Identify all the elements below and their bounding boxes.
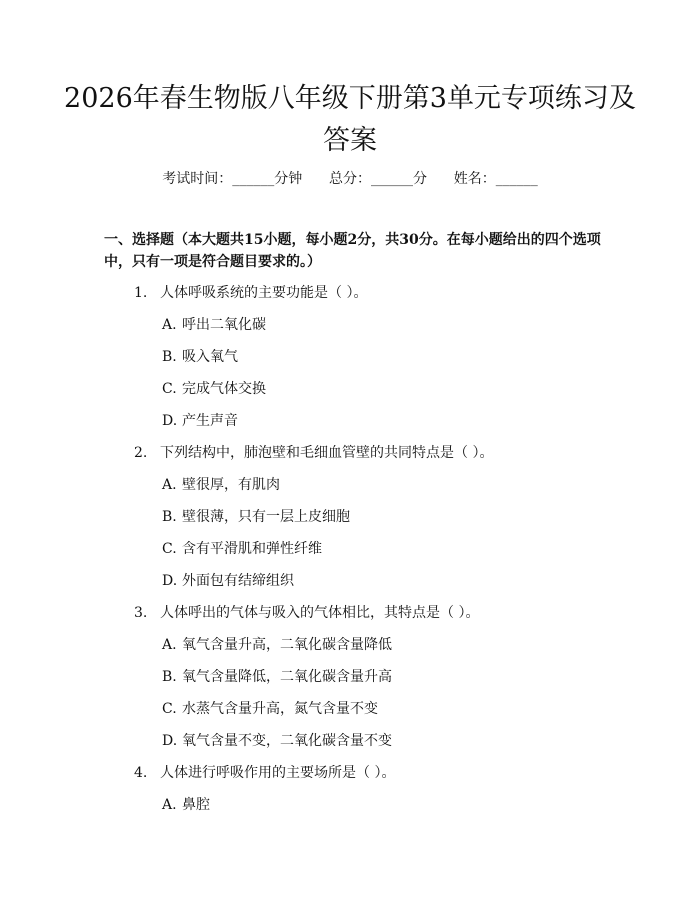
question-number: 1. <box>134 285 148 301</box>
question-number: 3. <box>134 605 148 621</box>
document-title: 2026年春生物版八年级下册第3单元专项练习及答案 <box>64 83 636 156</box>
question-1 <box>134 282 367 302</box>
option-1b <box>162 346 238 366</box>
question-number: 4. <box>134 765 148 781</box>
option-text: 鼻腔 <box>182 797 210 813</box>
option-text: 含有平滑肌和弹性纤维 <box>182 541 322 557</box>
question-text: 下列结构中，肺泡壁和毛细血管壁的共同特点是（ ）。 <box>160 445 494 461</box>
option-text: 外面包有结缔组织 <box>182 573 294 589</box>
option-2b <box>162 506 350 526</box>
exam-info-line: 考试时间：______分钟 总分：______分 姓名：______ <box>162 171 538 187</box>
option-letter: D. <box>162 413 178 429</box>
question-4 <box>134 762 395 782</box>
option-3c <box>162 698 378 718</box>
option-letter: A. <box>162 477 177 493</box>
option-text: 壁很薄，只有一层上皮细胞 <box>182 509 350 525</box>
option-text: 产生声音 <box>182 413 238 429</box>
option-text: 水蒸气含量升高，氮气含量不变 <box>182 701 378 717</box>
option-letter: A. <box>162 317 177 333</box>
option-4a <box>162 794 210 814</box>
option-1a <box>162 314 266 334</box>
option-3d <box>162 730 392 750</box>
option-1d <box>162 410 238 430</box>
option-text: 完成气体交换 <box>182 381 266 397</box>
option-text: 氧气含量升高，二氧化碳含量降低 <box>182 637 392 653</box>
option-letter: A. <box>162 797 177 813</box>
section-heading-choice: 一、选择题（本大题共15小题，每小题2分，共30分。在每小题给出的四个选项中，只有一项是符合题目要求的。） <box>104 232 601 270</box>
option-text: 氧气含量降低，二氧化碳含量升高 <box>182 669 392 685</box>
option-letter: C. <box>162 541 177 557</box>
question-number: 2. <box>134 445 148 461</box>
question-text: 人体呼出的气体与吸入的气体相比，其特点是（ ）。 <box>160 605 480 621</box>
option-letter: B. <box>162 509 177 525</box>
question-text: 人体呼吸系统的主要功能是（ ）。 <box>160 285 368 301</box>
option-letter: B. <box>162 669 177 685</box>
option-3b <box>162 666 392 686</box>
option-letter: A. <box>162 637 177 653</box>
option-2c <box>162 538 322 558</box>
option-text: 壁很厚，有肌肉 <box>182 477 280 493</box>
question-2 <box>134 442 493 462</box>
option-text: 呼出二氧化碳 <box>182 317 266 333</box>
option-letter: D. <box>162 573 178 589</box>
option-2a <box>162 474 280 494</box>
option-text: 氧气含量不变，二氧化碳含量不变 <box>182 733 392 749</box>
option-letter: C. <box>162 381 177 397</box>
option-letter: B. <box>162 349 177 365</box>
question-text: 人体进行呼吸作用的主要场所是（ ）。 <box>160 765 396 781</box>
option-text: 吸入氧气 <box>182 349 238 365</box>
option-letter: C. <box>162 701 177 717</box>
option-letter: D. <box>162 733 178 749</box>
option-2d <box>162 570 294 590</box>
option-3a <box>162 634 392 654</box>
option-1c <box>162 378 266 398</box>
question-3 <box>134 602 479 622</box>
